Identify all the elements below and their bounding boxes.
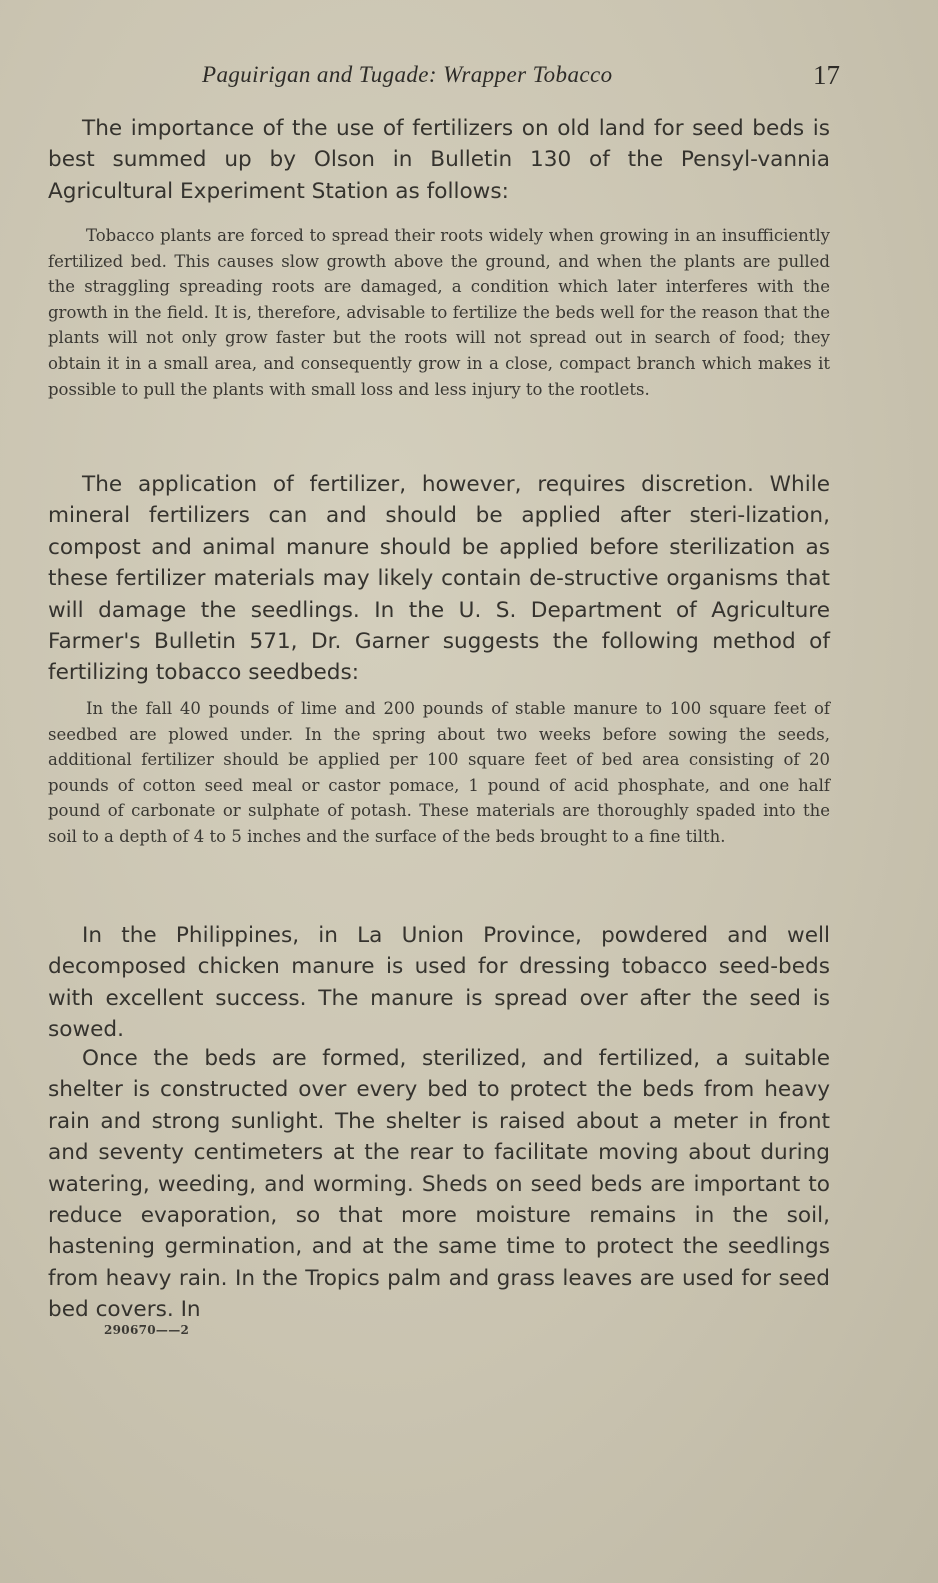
quote-olson-bulletin: Tobacco plants are forced to spread their roots widely when growing in an insufficiently fertilized bed. This causes slow growth above the ground, and when the plants are pulled the straggling spreading roots are damaged, a condition which later interferes with the growth in the field. It is, therefore, advisable to fertilize the beds well for the reason that the plants will not only grow faster but the roots will not spread out in search of food; they obtain it in a small area, and consequently grow in a close, compact branch which makes it possible to pull the plants with small loss and less injury to the rootlets.: [48, 226, 830, 399]
printer-signature: 290670——2: [104, 1323, 190, 1337]
paragraph-la-union: In the Philippines, in La Union Province, powdered and well decomposed chicken manure is used for dressing tobacco seed-beds with excellent success. The manure is spread over after the seed is sowed.: [48, 923, 830, 1043]
paragraph-fertilizer-application: The application of fertilizer, however, requires discretion. While mineral fertilizers can and should be applied after steri-lization, compost and animal manure should be applied before sterilization as these fertilizer materials may likely contain de-structive organisms that will damage the seedlings. In the U. S. Department of Agriculture Farmer's Bulletin 571, Dr. Garner suggests the following method of fertilizing tobacco seedbeds:: [48, 472, 830, 686]
paragraph-fertilizer-importance: The importance of the use of fertilizers on old land for seed beds is best summed up by Olson in Bulletin 130 of the Pensyl-vannia Agricultural Experiment Station as follows:: [48, 116, 830, 204]
quote-garner-method: In the fall 40 pounds of lime and 200 pounds of stable manure to 100 square feet of seedbed are plowed under. In the spring about two weeks before sowing the seeds, additional fertilizer should be applied per 100 square feet of bed area consisting of 20 pounds of cotton seed meal or castor pomace, 1 pound of acid phosphate, and one half pound of carbonate or sulphate of potash. These materials are thoroughly spaded into the soil to a depth of 4 to 5 inches and the surface of the beds brought to a fine tilth.: [48, 699, 830, 846]
paragraph-shelter: Once the beds are formed, sterilized, and fertilized, a suitable shelter is constructed over every bed to protect the beds from heavy rain and strong sunlight. The shelter is raised about a meter in front and seventy centimeters at the rear to facilitate moving about during watering, weeding, and worming. Sheds on seed beds are important to reduce evaporation, so that more moisture remains in the soil, hastening germination, and at the same time to protect the seedlings from heavy rain. In the Tropics palm and grass leaves are used for seed bed covers. In: [48, 1046, 830, 1323]
running-title: Paguirigan and Tugade: Wrapper Tobacco: [202, 62, 613, 87]
running-head: [120, 58, 840, 98]
page-number: 17: [813, 60, 840, 90]
